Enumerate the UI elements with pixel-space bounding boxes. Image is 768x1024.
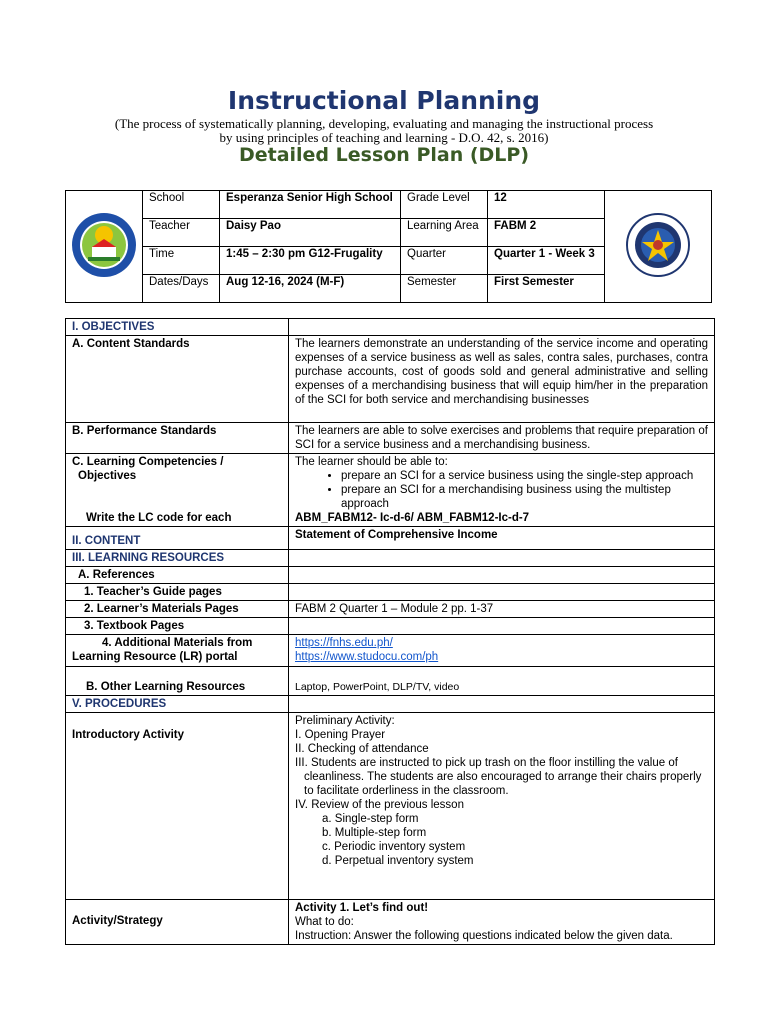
performance-standards-text: The learners are able to solve exercises and problems that require preparation of SCI for a service business and a merchandising business.: [289, 423, 715, 454]
page-title: Instructional Planning: [227, 86, 541, 115]
list-item: b. Multiple-step form: [322, 827, 427, 839]
area-label: Learning Area: [401, 219, 488, 247]
quarter-label: Quarter: [401, 247, 488, 275]
content-standards-text: The learners demonstrate an understanding of the service income and operating expenses of a service business as well as sales, contra sales, purchases, contra purchase accounts, cost of goods sold and general administrative and selling expenses of a merchandising business that will equip him/her in the preparation of the SCI for both service and merchandising businesses: [289, 336, 715, 423]
list-item: to facilitate orderliness in the classroom.: [304, 785, 509, 797]
deped-seal-icon: [625, 212, 691, 278]
additional-materials-line1: 4. Additional Materials from: [102, 637, 253, 649]
list-item: IV. Review of the previous lesson: [295, 799, 464, 811]
semester-value: First Semester: [488, 275, 605, 303]
page-subtitle: (The process of systematically planning, developing, evaluating and managing the instructional process by using principles of teaching and learning - D.O. 42, s. 2016): [114, 116, 654, 145]
dates-label: Dates/Days: [143, 275, 220, 303]
references-label: A. References: [66, 567, 289, 584]
textbook-label: 3. Textbook Pages: [66, 618, 289, 635]
activity-instruction: Instruction: Answer the following questions indicated below the given data.: [295, 930, 673, 942]
lr-portal-links: [289, 635, 715, 667]
competencies-intro: The learner should be able to:: [295, 456, 448, 468]
competencies-label: [66, 454, 289, 527]
activity-what: What to do:: [295, 916, 354, 928]
teacher-label: Teacher: [143, 219, 220, 247]
activity-strategy-label: Activity/Strategy: [66, 900, 289, 945]
content-heading: II. CONTENT: [66, 527, 289, 550]
list-item: II. Checking of attendance: [295, 743, 429, 755]
list-item: cleanliness. The students are also encouraged to arrange their chairs properly: [304, 771, 702, 783]
content-value: Statement of Comprehensive Income: [289, 527, 715, 550]
school-seal-icon: [70, 211, 138, 279]
introductory-activity-cell: [289, 713, 715, 900]
lc-code-label: Write the LC code for each: [86, 512, 232, 524]
deped-logo-cell: [605, 191, 712, 303]
activity-title: Activity 1. Let’s find out!: [295, 902, 429, 914]
school-label: School: [143, 191, 220, 219]
introductory-activity-label: Introductory Activity: [66, 713, 289, 900]
preliminary-heading: Preliminary Activity:: [295, 715, 395, 727]
grade-label: Grade Level: [401, 191, 488, 219]
studocu-link[interactable]: https://www.studocu.com/ph: [295, 651, 439, 663]
empty-cell: [289, 696, 715, 713]
list-item: c. Periodic inventory system: [322, 841, 466, 853]
empty-cell: [289, 584, 715, 601]
list-item: I. Opening Prayer: [295, 729, 386, 741]
additional-materials-label: [66, 635, 289, 667]
list-item: III. Students are instructed to pick up trash on the floor instilling the value of: [295, 757, 678, 769]
competencies-label-line1: C. Learning Competencies /: [72, 456, 224, 468]
quarter-value: Quarter 1 - Week 3: [488, 247, 605, 275]
competencies-cell: [289, 454, 715, 527]
grade-value: 12: [488, 191, 605, 219]
area-value: FABM 2: [488, 219, 605, 247]
list-item: • prepare an SCI for a service business using the single-step approach: [341, 469, 708, 483]
empty-cell: [289, 550, 715, 567]
activity-strategy-cell: [289, 900, 715, 945]
learners-materials-value: FABM 2 Quarter 1 – Module 2 pp. 1-37: [289, 601, 715, 618]
resources-heading: III. LEARNING RESOURCES: [66, 550, 289, 567]
competencies-label-line2: Objectives: [78, 470, 137, 482]
teachers-guide-label: 1. Teacher’s Guide pages: [66, 584, 289, 601]
list-item: d. Perpetual inventory system: [322, 855, 474, 867]
other-resources-label: B. Other Learning Resources: [66, 667, 289, 696]
objectives-heading: I. OBJECTIVES: [66, 319, 289, 336]
competencies-list: [295, 469, 708, 511]
learners-materials-label: 2. Learner’s Materials Pages: [66, 601, 289, 618]
teacher-value: Daisy Pao: [220, 219, 401, 247]
performance-standards-label: B. Performance Standards: [66, 423, 289, 454]
time-value: 1:45 – 2:30 pm G12-Frugality: [220, 247, 401, 275]
list-item: • prepare an SCI for a merchandising business using the multistep approach: [341, 483, 708, 511]
header-info-table: [65, 190, 712, 303]
school-value: Esperanza Senior High School: [220, 191, 401, 219]
lc-code: ABM_FABM12- Ic-d-6/ ABM_FABM12-Ic-d-7: [295, 512, 530, 524]
fnhs-link[interactable]: https://fnhs.edu.ph/: [295, 637, 393, 649]
time-label: Time: [143, 247, 220, 275]
other-resources-value: Laptop, PowerPoint, DLP/TV, video: [289, 667, 715, 696]
semester-label: Semester: [401, 275, 488, 303]
empty-cell: [289, 618, 715, 635]
school-logo-cell: [66, 191, 143, 303]
content-standards-label: A. Content Standards: [66, 336, 289, 423]
dlp-title: Detailed Lesson Plan (DLP): [238, 144, 530, 166]
additional-materials-line2: Learning Resource (LR) portal: [72, 651, 238, 663]
list-item: a. Single-step form: [322, 813, 419, 825]
dates-value: Aug 12-16, 2024 (M-F): [220, 275, 401, 303]
procedures-heading: V. PROCEDURES: [66, 696, 289, 713]
empty-cell: [289, 319, 715, 336]
empty-cell: [289, 567, 715, 584]
lesson-plan-table: [65, 318, 715, 945]
